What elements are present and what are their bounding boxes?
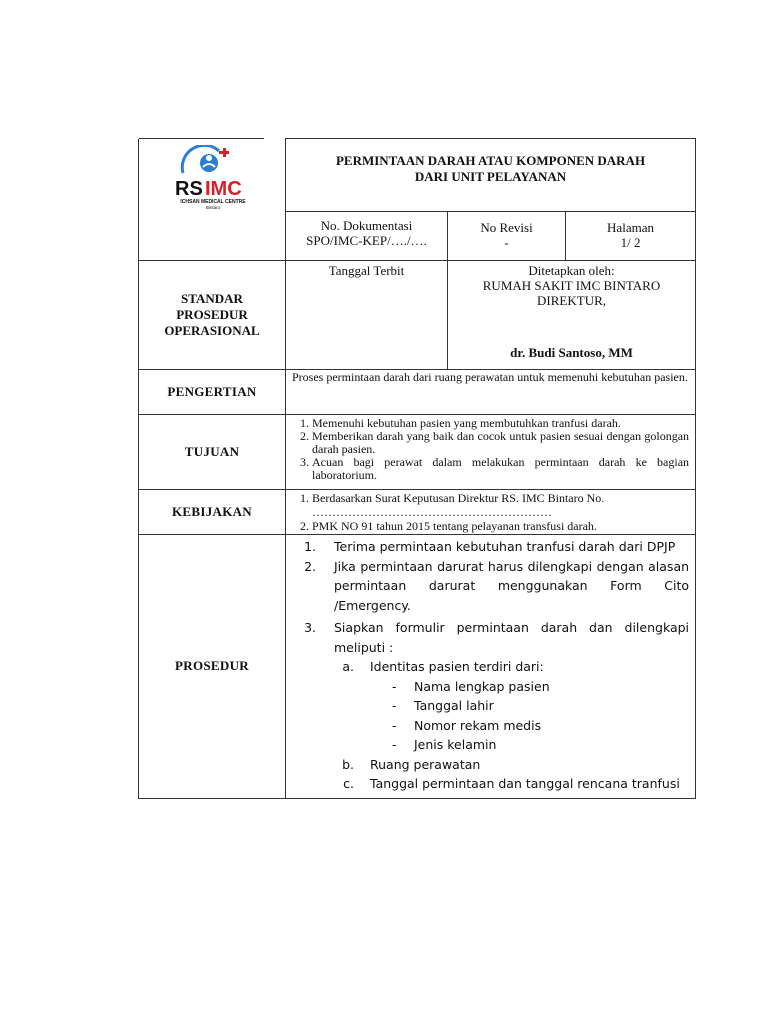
tujuan-label-cell xyxy=(139,415,286,490)
page-cell xyxy=(566,212,696,261)
signer-name: dr. Budi Santoso, MM xyxy=(510,345,633,360)
tujuan-list xyxy=(288,417,689,482)
identitas-item: - Jenis kelamin xyxy=(392,735,689,755)
tujuan-cell xyxy=(286,415,696,490)
identitas-item: - Tanggal lahir xyxy=(392,696,689,716)
document-title xyxy=(286,139,696,212)
kebijakan-label-cell xyxy=(139,490,286,535)
issued-date-cell xyxy=(286,261,448,370)
kebijakan-item-1-dots: …………………………………………………… xyxy=(312,505,552,519)
title-line-2: DARI UNIT PELAYANAN xyxy=(414,169,567,184)
prosedur-label-cell xyxy=(139,535,286,799)
prosedur-cell xyxy=(286,535,696,799)
pengertian-text: Proses permintaan darah dari ruang perawatan untuk memenuhi kebutuhan pasien. xyxy=(292,370,688,384)
identitas-item: - Nama lengkap pasien xyxy=(392,677,689,697)
kebijakan-item xyxy=(312,491,689,519)
hospital-name: RUMAH SAKIT IMC BINTARO xyxy=(482,278,661,293)
pengertian-label-cell xyxy=(139,370,286,415)
sop-document xyxy=(138,138,695,799)
prosedur-step-3-text: Siapkan formulir permintaan darah dan dilengkapi meliputi : xyxy=(334,620,690,655)
svg-text:Bintaro: Bintaro xyxy=(205,204,221,210)
prosedur-subitem xyxy=(358,657,689,755)
sop-label-1: STANDAR xyxy=(181,291,243,306)
sop-label-3: OPERASIONAL xyxy=(164,323,260,338)
svg-text:ICHSAN MEDICAL CENTRE: ICHSAN MEDICAL CENTRE xyxy=(180,198,246,205)
prosedur-subitem: c. Tanggal permintaan dan tanggal rencana tranfusi xyxy=(358,774,689,794)
tujuan-item: 2. Memberikan darah yang baik dan cocok untuk pasien sesuai dengan golongan darah pasien. xyxy=(312,430,689,456)
prosedur-step: 2. Jika permintaan darurat harus dilengkapi dengan alasan permintaan darurat menggunakan Form Cito /Emergency. xyxy=(320,557,689,616)
svg-text:IMC: IMC xyxy=(205,177,242,200)
svg-text:RS: RS xyxy=(175,177,203,200)
kebijakan-cell xyxy=(286,490,696,535)
title-line-1: PERMINTAAN DARAH ATAU KOMPONEN DARAH xyxy=(335,153,646,168)
kebijakan-item-1-text: Berdasarkan Surat Keputusan Direktur RS. IMC Bintaro No. xyxy=(312,491,605,505)
prosedur-subitem: b. Ruang perawatan xyxy=(358,755,689,775)
page-label: Halaman xyxy=(607,220,654,235)
identitas-item: - Nomor rekam medis xyxy=(392,716,689,736)
pengertian-label: PENGERTIAN xyxy=(167,384,257,399)
prosedur-label: PROSEDUR xyxy=(175,658,249,674)
tujuan-label: TUJUAN xyxy=(184,444,240,459)
set-by-label: Ditetapkan oleh: xyxy=(528,263,615,278)
pengertian-cell xyxy=(286,370,696,415)
prosedur-sublist xyxy=(334,657,689,794)
prosedur-step: 1. Terima permintaan kebutuhan tranfusi darah dari DPJP xyxy=(320,537,689,557)
doc-number-value: SPO/IMC-KEP/…./…. xyxy=(306,233,427,248)
tujuan-item: 3. Acuan bagi perawat dalam melakukan permintaan darah ke bagian laboratorium. xyxy=(312,456,689,482)
doc-number-cell xyxy=(286,212,448,261)
prosedur-list xyxy=(288,537,689,794)
rs-imc-logo xyxy=(169,145,259,213)
director-title: DIREKTUR, xyxy=(537,293,606,308)
revision-cell xyxy=(448,212,566,261)
prosedur-step xyxy=(320,618,689,794)
identitas-list xyxy=(370,677,689,755)
kebijakan-item: 2. PMK NO 91 tahun 2015 tentang pelayanan transfusi darah. xyxy=(312,519,689,533)
doc-number-label: No. Dokumentasi xyxy=(320,218,413,233)
revision-value: - xyxy=(504,235,509,250)
issued-date-label: Tanggal Terbit xyxy=(328,263,405,278)
approval-cell xyxy=(448,261,696,370)
sop-table xyxy=(138,138,696,799)
tujuan-item: 1. Memenuhi kebutuhan pasien yang membutuhkan tranfusi darah. xyxy=(312,417,689,430)
sop-label-cell xyxy=(139,261,286,370)
kebijakan-list xyxy=(288,491,689,533)
revision-label: No Revisi xyxy=(480,220,533,235)
kebijakan-label: KEBIJAKAN xyxy=(172,504,252,519)
prosedur-sub-a-text: Identitas pasien terdiri dari: xyxy=(370,659,544,674)
page-value: 1/ 2 xyxy=(620,235,641,250)
sop-label-2: PROSEDUR xyxy=(176,307,248,322)
logo-cell xyxy=(139,139,286,261)
